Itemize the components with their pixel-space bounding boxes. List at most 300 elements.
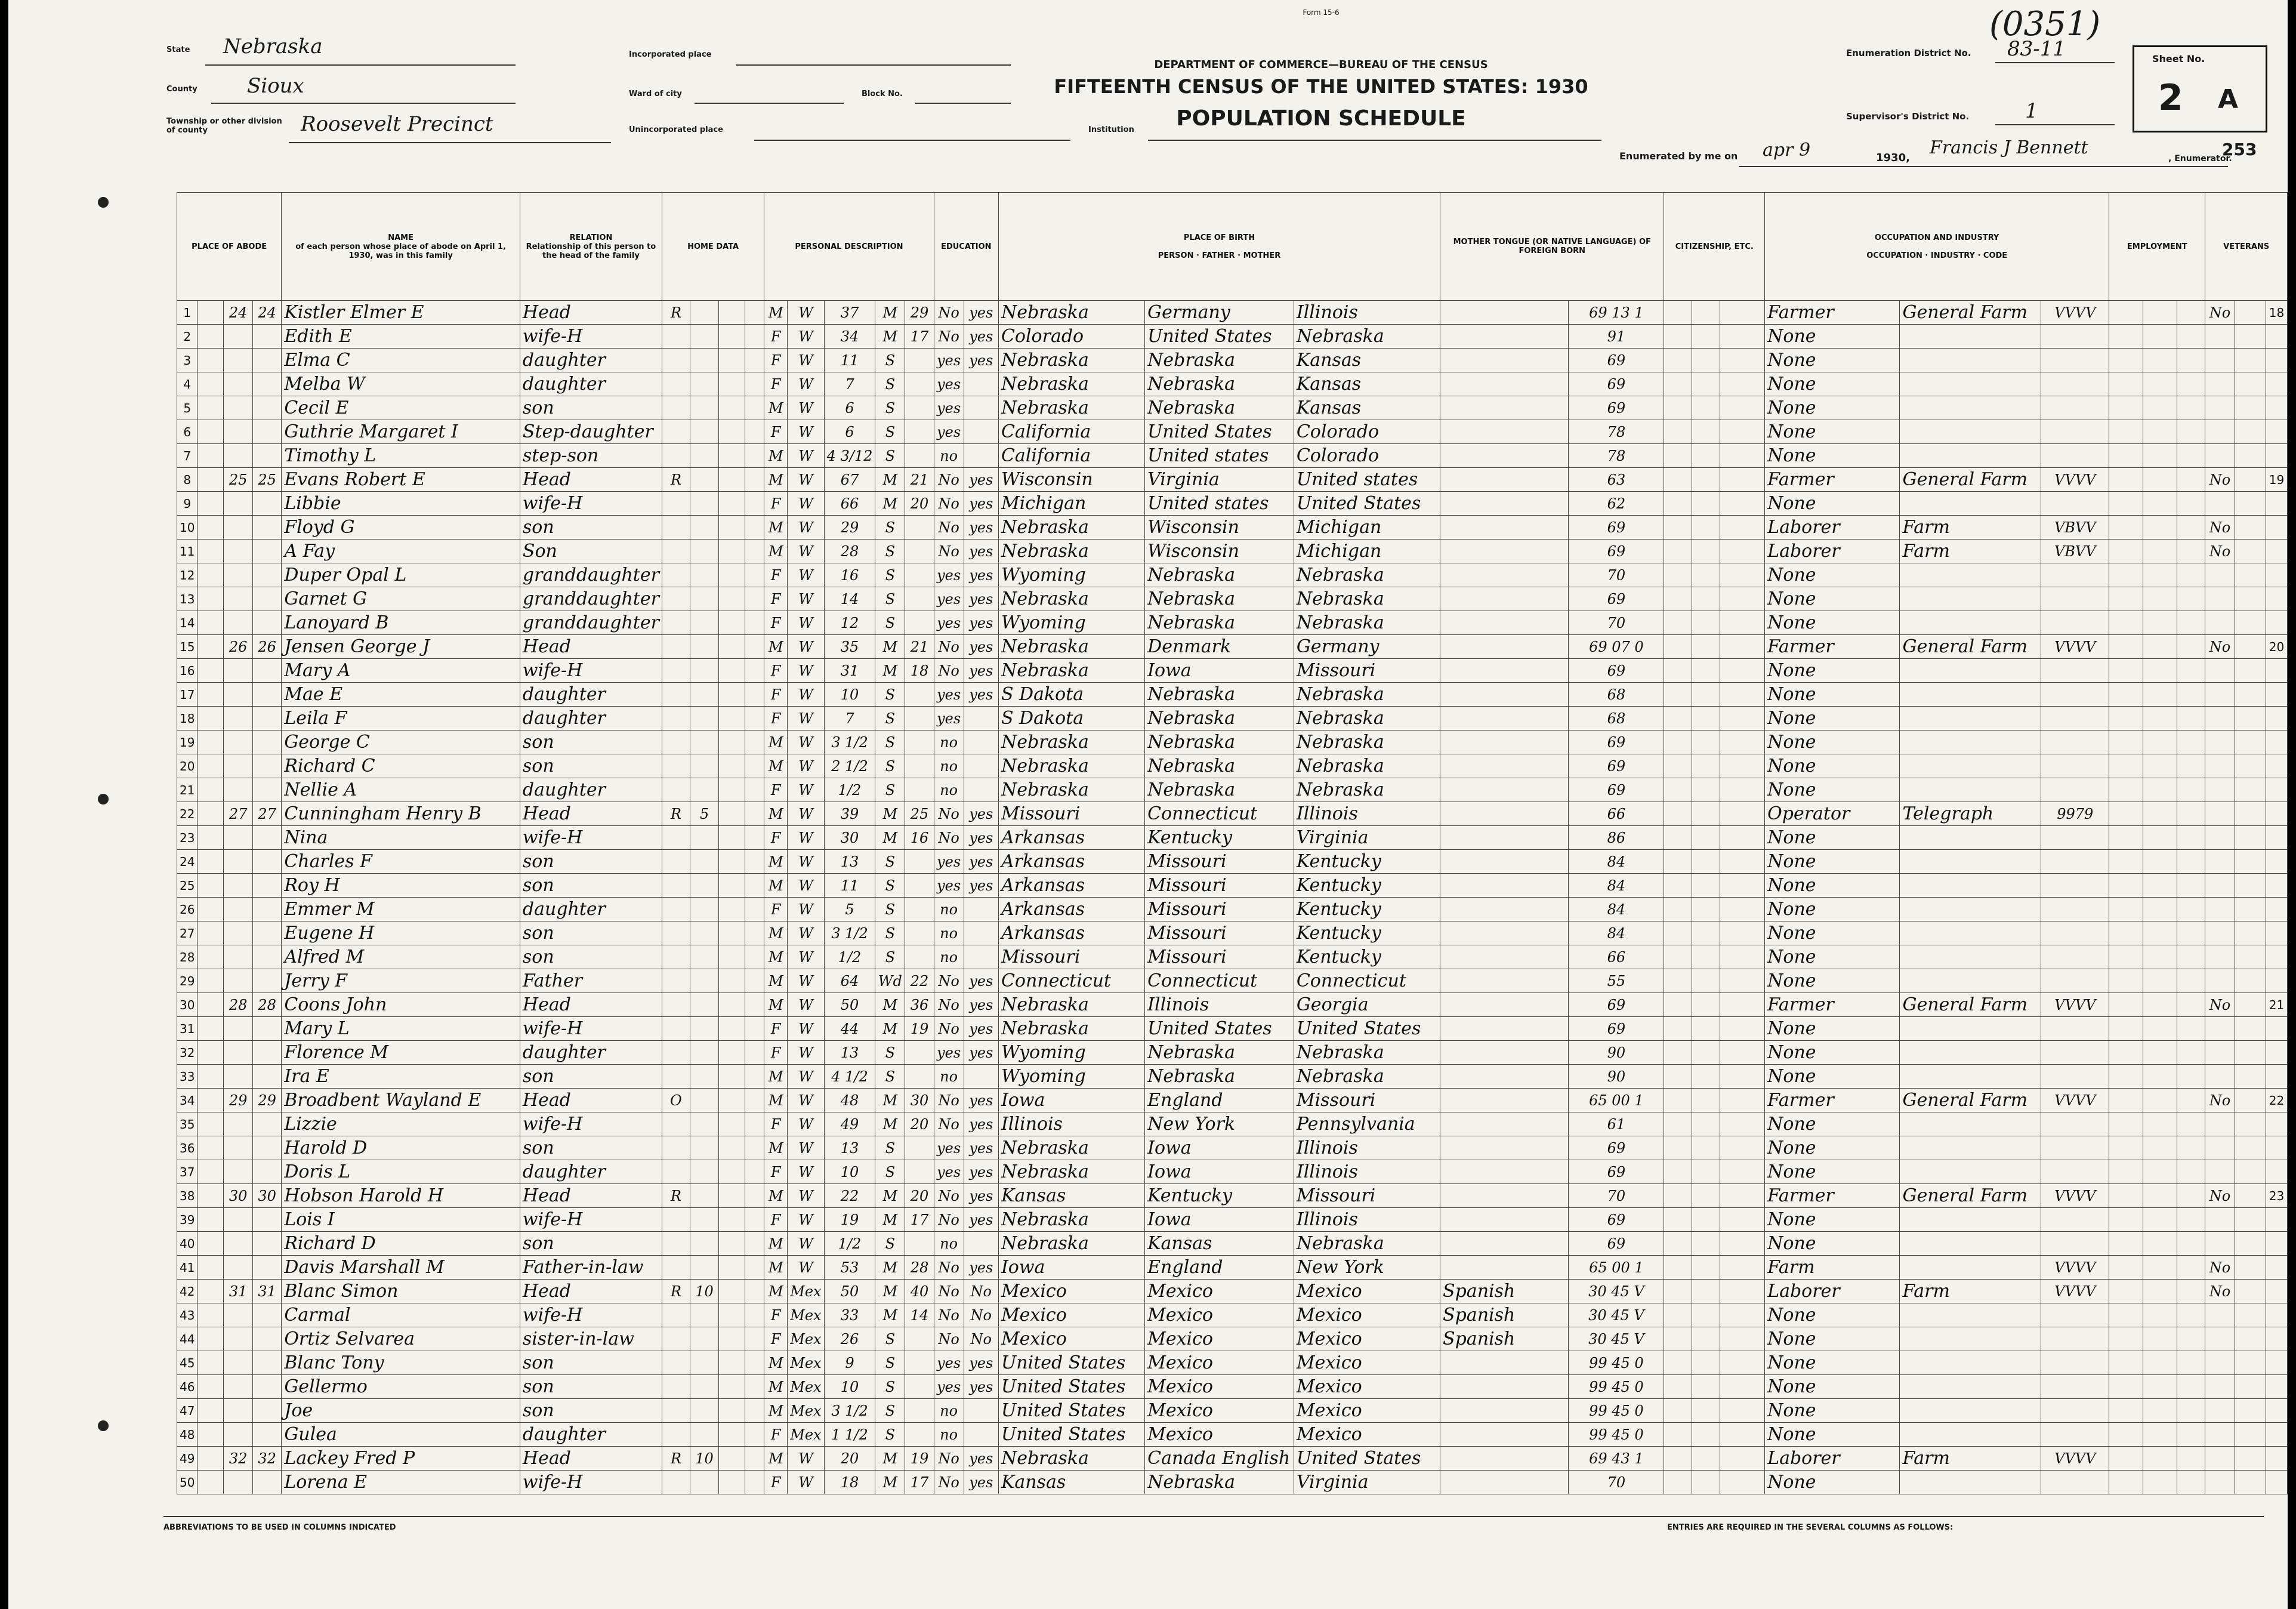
naturalization-cell xyxy=(1692,778,1720,802)
speaks-english-cell xyxy=(1720,1208,1765,1232)
at-work-cell xyxy=(2143,444,2177,468)
occupation-cell: Operator xyxy=(1765,802,1900,826)
relation-cell: Father-in-law xyxy=(520,1256,662,1280)
sex-cell: F xyxy=(764,683,788,707)
dwelling-number-cell xyxy=(224,826,252,850)
unemployment-line-cell xyxy=(2177,1303,2205,1327)
relation-cell: daughter xyxy=(520,1423,662,1447)
mother-tongue-cell xyxy=(1440,1065,1569,1089)
farm-cell xyxy=(745,802,764,826)
occupation-code-cell xyxy=(2041,874,2109,898)
home-value-cell xyxy=(690,611,718,635)
industry-cell xyxy=(1900,1208,2041,1232)
home-value-cell xyxy=(690,1208,718,1232)
radio-set-cell xyxy=(719,826,745,850)
naturalization-cell xyxy=(1692,730,1720,754)
home-tenure-cell xyxy=(662,921,690,945)
race-cell: W xyxy=(788,1232,824,1256)
age-at-marriage-cell: 40 xyxy=(905,1280,934,1303)
at-work-cell xyxy=(2143,874,2177,898)
farm-schedule-number-cell xyxy=(2266,1399,2288,1423)
farm-cell xyxy=(745,1471,764,1494)
naturalization-cell xyxy=(1692,1256,1720,1280)
person-name-cell: Lorena E xyxy=(282,1471,520,1494)
occupation-code-cell xyxy=(2041,396,2109,420)
class-of-worker-cell xyxy=(2109,587,2143,611)
table-row xyxy=(177,396,2288,420)
race-cell: Mex xyxy=(788,1303,824,1327)
mother-tongue-cell xyxy=(1440,301,1569,325)
home-value-cell xyxy=(690,850,718,874)
birthplace-mother-cell: Illinois xyxy=(1294,1160,1440,1184)
war-cell xyxy=(2235,1160,2266,1184)
line-number-cell: 10 xyxy=(177,516,197,540)
birthplace-person-cell: Arkansas xyxy=(998,898,1144,921)
farm-cell xyxy=(745,1017,764,1041)
person-name-cell: Nina xyxy=(282,826,520,850)
school-attendance-cell: yes xyxy=(934,850,964,874)
home-tenure-cell: R xyxy=(662,802,690,826)
birth-code-cell: 90 xyxy=(1569,1041,1664,1065)
unemployment-line-cell xyxy=(2177,635,2205,659)
marital-status-cell: S xyxy=(875,1399,905,1423)
family-number-cell xyxy=(252,826,281,850)
can-read-cell: yes xyxy=(964,1041,998,1065)
farm-cell xyxy=(745,1351,764,1375)
home-tenure-cell xyxy=(662,492,690,516)
occupation-code-cell xyxy=(2041,683,2109,707)
dwelling-number-cell xyxy=(224,850,252,874)
unemployment-line-cell xyxy=(2177,1112,2205,1136)
age-cell: 1/2 xyxy=(824,1232,875,1256)
person-name-cell: Richard D xyxy=(282,1232,520,1256)
birthplace-mother-cell: Nebraska xyxy=(1294,611,1440,635)
can-read-cell: yes xyxy=(964,349,998,372)
birthplace-person-cell: Nebraska xyxy=(998,1232,1144,1256)
dwelling-number-cell xyxy=(224,921,252,945)
street-cell xyxy=(197,659,224,683)
race-cell: W xyxy=(788,945,824,969)
race-cell: W xyxy=(788,778,824,802)
home-value-cell xyxy=(690,1327,718,1351)
dwelling-number-cell xyxy=(224,516,252,540)
occupation-cell: None xyxy=(1765,444,1900,468)
table-row xyxy=(177,754,2288,778)
age-cell: 50 xyxy=(824,993,875,1017)
age-cell: 11 xyxy=(824,349,875,372)
at-work-cell xyxy=(2143,468,2177,492)
table-row xyxy=(177,1112,2288,1136)
person-name-cell: Roy H xyxy=(282,874,520,898)
relation-cell: son xyxy=(520,730,662,754)
unemployment-line-cell xyxy=(2177,420,2205,444)
birth-code-cell: 69 xyxy=(1569,349,1664,372)
war-cell xyxy=(2235,468,2266,492)
population-table xyxy=(177,192,2288,1494)
occupation-cell: Farmer xyxy=(1765,993,1900,1017)
table-row xyxy=(177,1041,2288,1065)
home-tenure-cell xyxy=(662,874,690,898)
farm-schedule-number-cell xyxy=(2266,1351,2288,1375)
war-cell xyxy=(2235,874,2266,898)
relation-cell: son xyxy=(520,1065,662,1089)
war-cell xyxy=(2235,1447,2266,1471)
table-row xyxy=(177,1447,2288,1471)
age-cell: 11 xyxy=(824,874,875,898)
immigration-year-cell xyxy=(1664,1112,1692,1136)
family-number-cell xyxy=(252,420,281,444)
farm-cell xyxy=(745,1041,764,1065)
speaks-english-cell xyxy=(1720,1327,1765,1351)
relation-cell: son xyxy=(520,1136,662,1160)
enumerated-label: Enumerated by me on xyxy=(1619,150,1738,162)
family-number-cell xyxy=(252,1232,281,1256)
farm-cell xyxy=(745,1280,764,1303)
naturalization-cell xyxy=(1692,349,1720,372)
marital-status-cell: S xyxy=(875,874,905,898)
birthplace-father-cell: Nebraska xyxy=(1145,1041,1294,1065)
industry-cell xyxy=(1900,1351,2041,1375)
radio-set-cell xyxy=(719,802,745,826)
birthplace-father-cell: Nebraska xyxy=(1145,778,1294,802)
birthplace-person-cell: Wyoming xyxy=(998,1041,1144,1065)
industry-cell xyxy=(1900,850,2041,874)
home-value-cell xyxy=(690,707,718,730)
home-tenure-cell xyxy=(662,325,690,349)
industry-cell xyxy=(1900,1136,2041,1160)
marital-status-cell: S xyxy=(875,683,905,707)
school-attendance-cell: no xyxy=(934,945,964,969)
dwelling-number-cell: 31 xyxy=(224,1280,252,1303)
age-cell: 28 xyxy=(824,540,875,563)
family-number-cell xyxy=(252,492,281,516)
farm-schedule-number-cell xyxy=(2266,1208,2288,1232)
street-cell xyxy=(197,1447,224,1471)
sheet-value: 2 xyxy=(2158,77,2183,119)
naturalization-cell xyxy=(1692,659,1720,683)
unemployment-line-cell xyxy=(2177,444,2205,468)
birthplace-mother-cell: Virginia xyxy=(1294,826,1440,850)
person-name-cell: Melba W xyxy=(282,372,520,396)
dwelling-number-cell xyxy=(224,1065,252,1089)
class-of-worker-cell xyxy=(2109,826,2143,850)
industry-cell xyxy=(1900,1256,2041,1280)
naturalization-cell xyxy=(1692,1208,1720,1232)
race-cell: W xyxy=(788,1017,824,1041)
veteran-cell xyxy=(2205,730,2235,754)
age-at-marriage-cell xyxy=(905,730,934,754)
veteran-cell xyxy=(2205,444,2235,468)
birthplace-father-cell: Nebraska xyxy=(1145,563,1294,587)
unemployment-line-cell xyxy=(2177,563,2205,587)
veteran-cell xyxy=(2205,969,2235,993)
war-cell xyxy=(2235,1375,2266,1399)
street-cell xyxy=(197,707,224,730)
naturalization-cell xyxy=(1692,1447,1720,1471)
radio-set-cell xyxy=(719,1041,745,1065)
age-at-marriage-cell: 20 xyxy=(905,1112,934,1136)
can-read-cell: yes xyxy=(964,516,998,540)
ward-label: Ward of city xyxy=(629,90,682,98)
age-at-marriage-cell xyxy=(905,945,934,969)
birthplace-mother-cell: United States xyxy=(1294,1447,1440,1471)
naturalization-cell xyxy=(1692,563,1720,587)
radio-set-cell xyxy=(719,563,745,587)
war-cell xyxy=(2235,1232,2266,1256)
unemployment-line-cell xyxy=(2177,1089,2205,1112)
birth-code-cell: 69 xyxy=(1569,372,1664,396)
war-cell xyxy=(2235,1136,2266,1160)
at-work-cell xyxy=(2143,516,2177,540)
radio-set-cell xyxy=(719,993,745,1017)
home-value-cell xyxy=(690,1232,718,1256)
age-at-marriage-cell xyxy=(905,1160,934,1184)
group-veterans: VETERANS xyxy=(2205,193,2288,301)
table-row xyxy=(177,1399,2288,1423)
occupation-cell: None xyxy=(1765,349,1900,372)
radio-set-cell xyxy=(719,683,745,707)
dwelling-number-cell: 30 xyxy=(224,1184,252,1208)
birthplace-mother-cell: Kentucky xyxy=(1294,898,1440,921)
occupation-code-cell xyxy=(2041,1375,2109,1399)
unemployment-line-cell xyxy=(2177,993,2205,1017)
school-attendance-cell: yes xyxy=(934,1041,964,1065)
home-tenure-cell xyxy=(662,1303,690,1327)
sex-cell: M xyxy=(764,468,788,492)
birthplace-person-cell: Nebraska xyxy=(998,372,1144,396)
farm-schedule-number-cell xyxy=(2266,1017,2288,1041)
occupation-code-cell xyxy=(2041,969,2109,993)
war-cell xyxy=(2235,1280,2266,1303)
farm-schedule-number-cell: 18 xyxy=(2266,301,2288,325)
occupation-code-cell xyxy=(2041,1327,2109,1351)
at-work-cell xyxy=(2143,826,2177,850)
age-cell: 39 xyxy=(824,802,875,826)
age-cell: 7 xyxy=(824,372,875,396)
relation-cell: wife-H xyxy=(520,1471,662,1494)
abbrev-title: ABBREVIATIONS TO BE USED IN COLUMNS INDICATED xyxy=(163,1523,396,1532)
age-at-marriage-cell: 20 xyxy=(905,492,934,516)
table-row xyxy=(177,301,2288,325)
can-read-cell: yes xyxy=(964,468,998,492)
can-read-cell: No xyxy=(964,1280,998,1303)
supervisor-value: 1 xyxy=(2025,99,2038,123)
line-number-cell: 1 xyxy=(177,301,197,325)
table-row xyxy=(177,898,2288,921)
farm-schedule-number-cell xyxy=(2266,707,2288,730)
person-name-cell: Florence M xyxy=(282,1041,520,1065)
farm-schedule-number-cell xyxy=(2266,1041,2288,1065)
family-number-cell xyxy=(252,898,281,921)
industry-cell xyxy=(1900,563,2041,587)
immigration-year-cell xyxy=(1664,993,1692,1017)
war-cell xyxy=(2235,1208,2266,1232)
industry-cell xyxy=(1900,1160,2041,1184)
speaks-english-cell xyxy=(1720,1280,1765,1303)
mother-tongue-cell xyxy=(1440,1208,1569,1232)
table-row xyxy=(177,492,2288,516)
person-name-cell: Ira E xyxy=(282,1065,520,1089)
relation-cell: son xyxy=(520,396,662,420)
occupation-cell: Farmer xyxy=(1765,635,1900,659)
birthplace-mother-cell: United States xyxy=(1294,492,1440,516)
race-cell: W xyxy=(788,969,824,993)
home-tenure-cell xyxy=(662,1112,690,1136)
radio-set-cell xyxy=(719,396,745,420)
naturalization-cell xyxy=(1692,1375,1720,1399)
speaks-english-cell xyxy=(1720,587,1765,611)
marital-status-cell: S xyxy=(875,563,905,587)
unemployment-line-cell xyxy=(2177,1136,2205,1160)
mother-tongue-cell xyxy=(1440,611,1569,635)
race-cell: Mex xyxy=(788,1280,824,1303)
class-of-worker-cell xyxy=(2109,778,2143,802)
table-row xyxy=(177,730,2288,754)
person-name-cell: Mae E xyxy=(282,683,520,707)
street-cell xyxy=(197,635,224,659)
street-cell xyxy=(197,1399,224,1423)
age-cell: 3 1/2 xyxy=(824,1399,875,1423)
class-of-worker-cell xyxy=(2109,1160,2143,1184)
birthplace-mother-cell: Mexico xyxy=(1294,1375,1440,1399)
occupation-code-cell: 9979 xyxy=(2041,802,2109,826)
home-tenure-cell xyxy=(662,1208,690,1232)
birthplace-person-cell: S Dakota xyxy=(998,707,1144,730)
unemployment-line-cell xyxy=(2177,898,2205,921)
marital-status-cell: M xyxy=(875,1112,905,1136)
sex-cell: M xyxy=(764,1351,788,1375)
family-number-cell xyxy=(252,1160,281,1184)
veteran-cell xyxy=(2205,1208,2235,1232)
table-row xyxy=(177,587,2288,611)
sex-cell: M xyxy=(764,1256,788,1280)
family-number-cell xyxy=(252,1017,281,1041)
unemployment-line-cell xyxy=(2177,1471,2205,1494)
can-read-cell xyxy=(964,921,998,945)
table-row xyxy=(177,659,2288,683)
person-name-cell: Libbie xyxy=(282,492,520,516)
birthplace-father-cell: Mexico xyxy=(1145,1280,1294,1303)
birthplace-person-cell: Arkansas xyxy=(998,826,1144,850)
home-tenure-cell xyxy=(662,826,690,850)
sex-cell: F xyxy=(764,826,788,850)
birthplace-person-cell: United States xyxy=(998,1351,1144,1375)
immigration-year-cell xyxy=(1664,1423,1692,1447)
person-name-cell: Duper Opal L xyxy=(282,563,520,587)
school-attendance-cell: yes xyxy=(934,587,964,611)
table-row xyxy=(177,993,2288,1017)
punch-hole-icon xyxy=(98,1420,109,1431)
birth-code-cell: 69 xyxy=(1569,540,1664,563)
school-attendance-cell: no xyxy=(934,1399,964,1423)
birthplace-person-cell: Arkansas xyxy=(998,874,1144,898)
line-number-cell: 2 xyxy=(177,325,197,349)
age-at-marriage-cell xyxy=(905,540,934,563)
age-at-marriage-cell: 14 xyxy=(905,1303,934,1327)
industry-cell xyxy=(1900,921,2041,945)
class-of-worker-cell xyxy=(2109,301,2143,325)
industry-cell xyxy=(1900,730,2041,754)
war-cell xyxy=(2235,349,2266,372)
speaks-english-cell xyxy=(1720,1232,1765,1256)
veteran-cell xyxy=(2205,659,2235,683)
occupation-cell: None xyxy=(1765,1041,1900,1065)
family-number-cell xyxy=(252,1256,281,1280)
occupation-code-cell xyxy=(2041,587,2109,611)
radio-set-cell xyxy=(719,611,745,635)
home-tenure-cell xyxy=(662,444,690,468)
group-abode: PLACE OF ABODE xyxy=(177,193,282,301)
can-read-cell: yes xyxy=(964,1471,998,1494)
birthplace-mother-cell: Kansas xyxy=(1294,372,1440,396)
marital-status-cell: S xyxy=(875,372,905,396)
naturalization-cell xyxy=(1692,1351,1720,1375)
home-tenure-cell: R xyxy=(662,1447,690,1471)
speaks-english-cell xyxy=(1720,707,1765,730)
relation-cell: son xyxy=(520,516,662,540)
marital-status-cell: S xyxy=(875,1136,905,1160)
birthplace-father-cell: Iowa xyxy=(1145,1136,1294,1160)
farm-cell xyxy=(745,778,764,802)
farm-schedule-number-cell xyxy=(2266,396,2288,420)
mother-tongue-cell: Spanish xyxy=(1440,1280,1569,1303)
street-cell xyxy=(197,468,224,492)
line-number-cell: 41 xyxy=(177,1256,197,1280)
mother-tongue-cell xyxy=(1440,754,1569,778)
line-number-cell: 39 xyxy=(177,1208,197,1232)
sex-cell: M xyxy=(764,540,788,563)
home-value-cell xyxy=(690,349,718,372)
family-number-cell xyxy=(252,754,281,778)
dwelling-number-cell xyxy=(224,778,252,802)
state-value: Nebraska xyxy=(223,35,323,58)
home-tenure-cell xyxy=(662,1017,690,1041)
relation-cell: daughter xyxy=(520,1041,662,1065)
speaks-english-cell xyxy=(1720,1136,1765,1160)
naturalization-cell xyxy=(1692,802,1720,826)
veteran-cell xyxy=(2205,683,2235,707)
occupation-code-cell xyxy=(2041,707,2109,730)
dwelling-number-cell xyxy=(224,1303,252,1327)
can-read-cell: yes xyxy=(964,1256,998,1280)
mother-tongue-cell xyxy=(1440,349,1569,372)
veteran-cell xyxy=(2205,611,2235,635)
age-cell: 30 xyxy=(824,826,875,850)
birthplace-father-cell: England xyxy=(1145,1089,1294,1112)
relation-cell: wife-H xyxy=(520,325,662,349)
war-cell xyxy=(2235,1471,2266,1494)
naturalization-cell xyxy=(1692,372,1720,396)
veteran-cell xyxy=(2205,898,2235,921)
occupation-cell: Laborer xyxy=(1765,1280,1900,1303)
table-row xyxy=(177,635,2288,659)
age-cell: 29 xyxy=(824,516,875,540)
school-attendance-cell: No xyxy=(934,1303,964,1327)
war-cell xyxy=(2235,802,2266,826)
mother-tongue-cell xyxy=(1440,420,1569,444)
school-attendance-cell: yes xyxy=(934,372,964,396)
person-name-cell: Cecil E xyxy=(282,396,520,420)
family-number-cell xyxy=(252,325,281,349)
farm-schedule-number-cell xyxy=(2266,349,2288,372)
war-cell xyxy=(2235,659,2266,683)
radio-set-cell xyxy=(719,778,745,802)
person-name-cell: Coons John xyxy=(282,993,520,1017)
family-number-cell xyxy=(252,563,281,587)
birthplace-mother-cell: Michigan xyxy=(1294,516,1440,540)
at-work-cell xyxy=(2143,850,2177,874)
industry-cell: General Farm xyxy=(1900,301,2041,325)
